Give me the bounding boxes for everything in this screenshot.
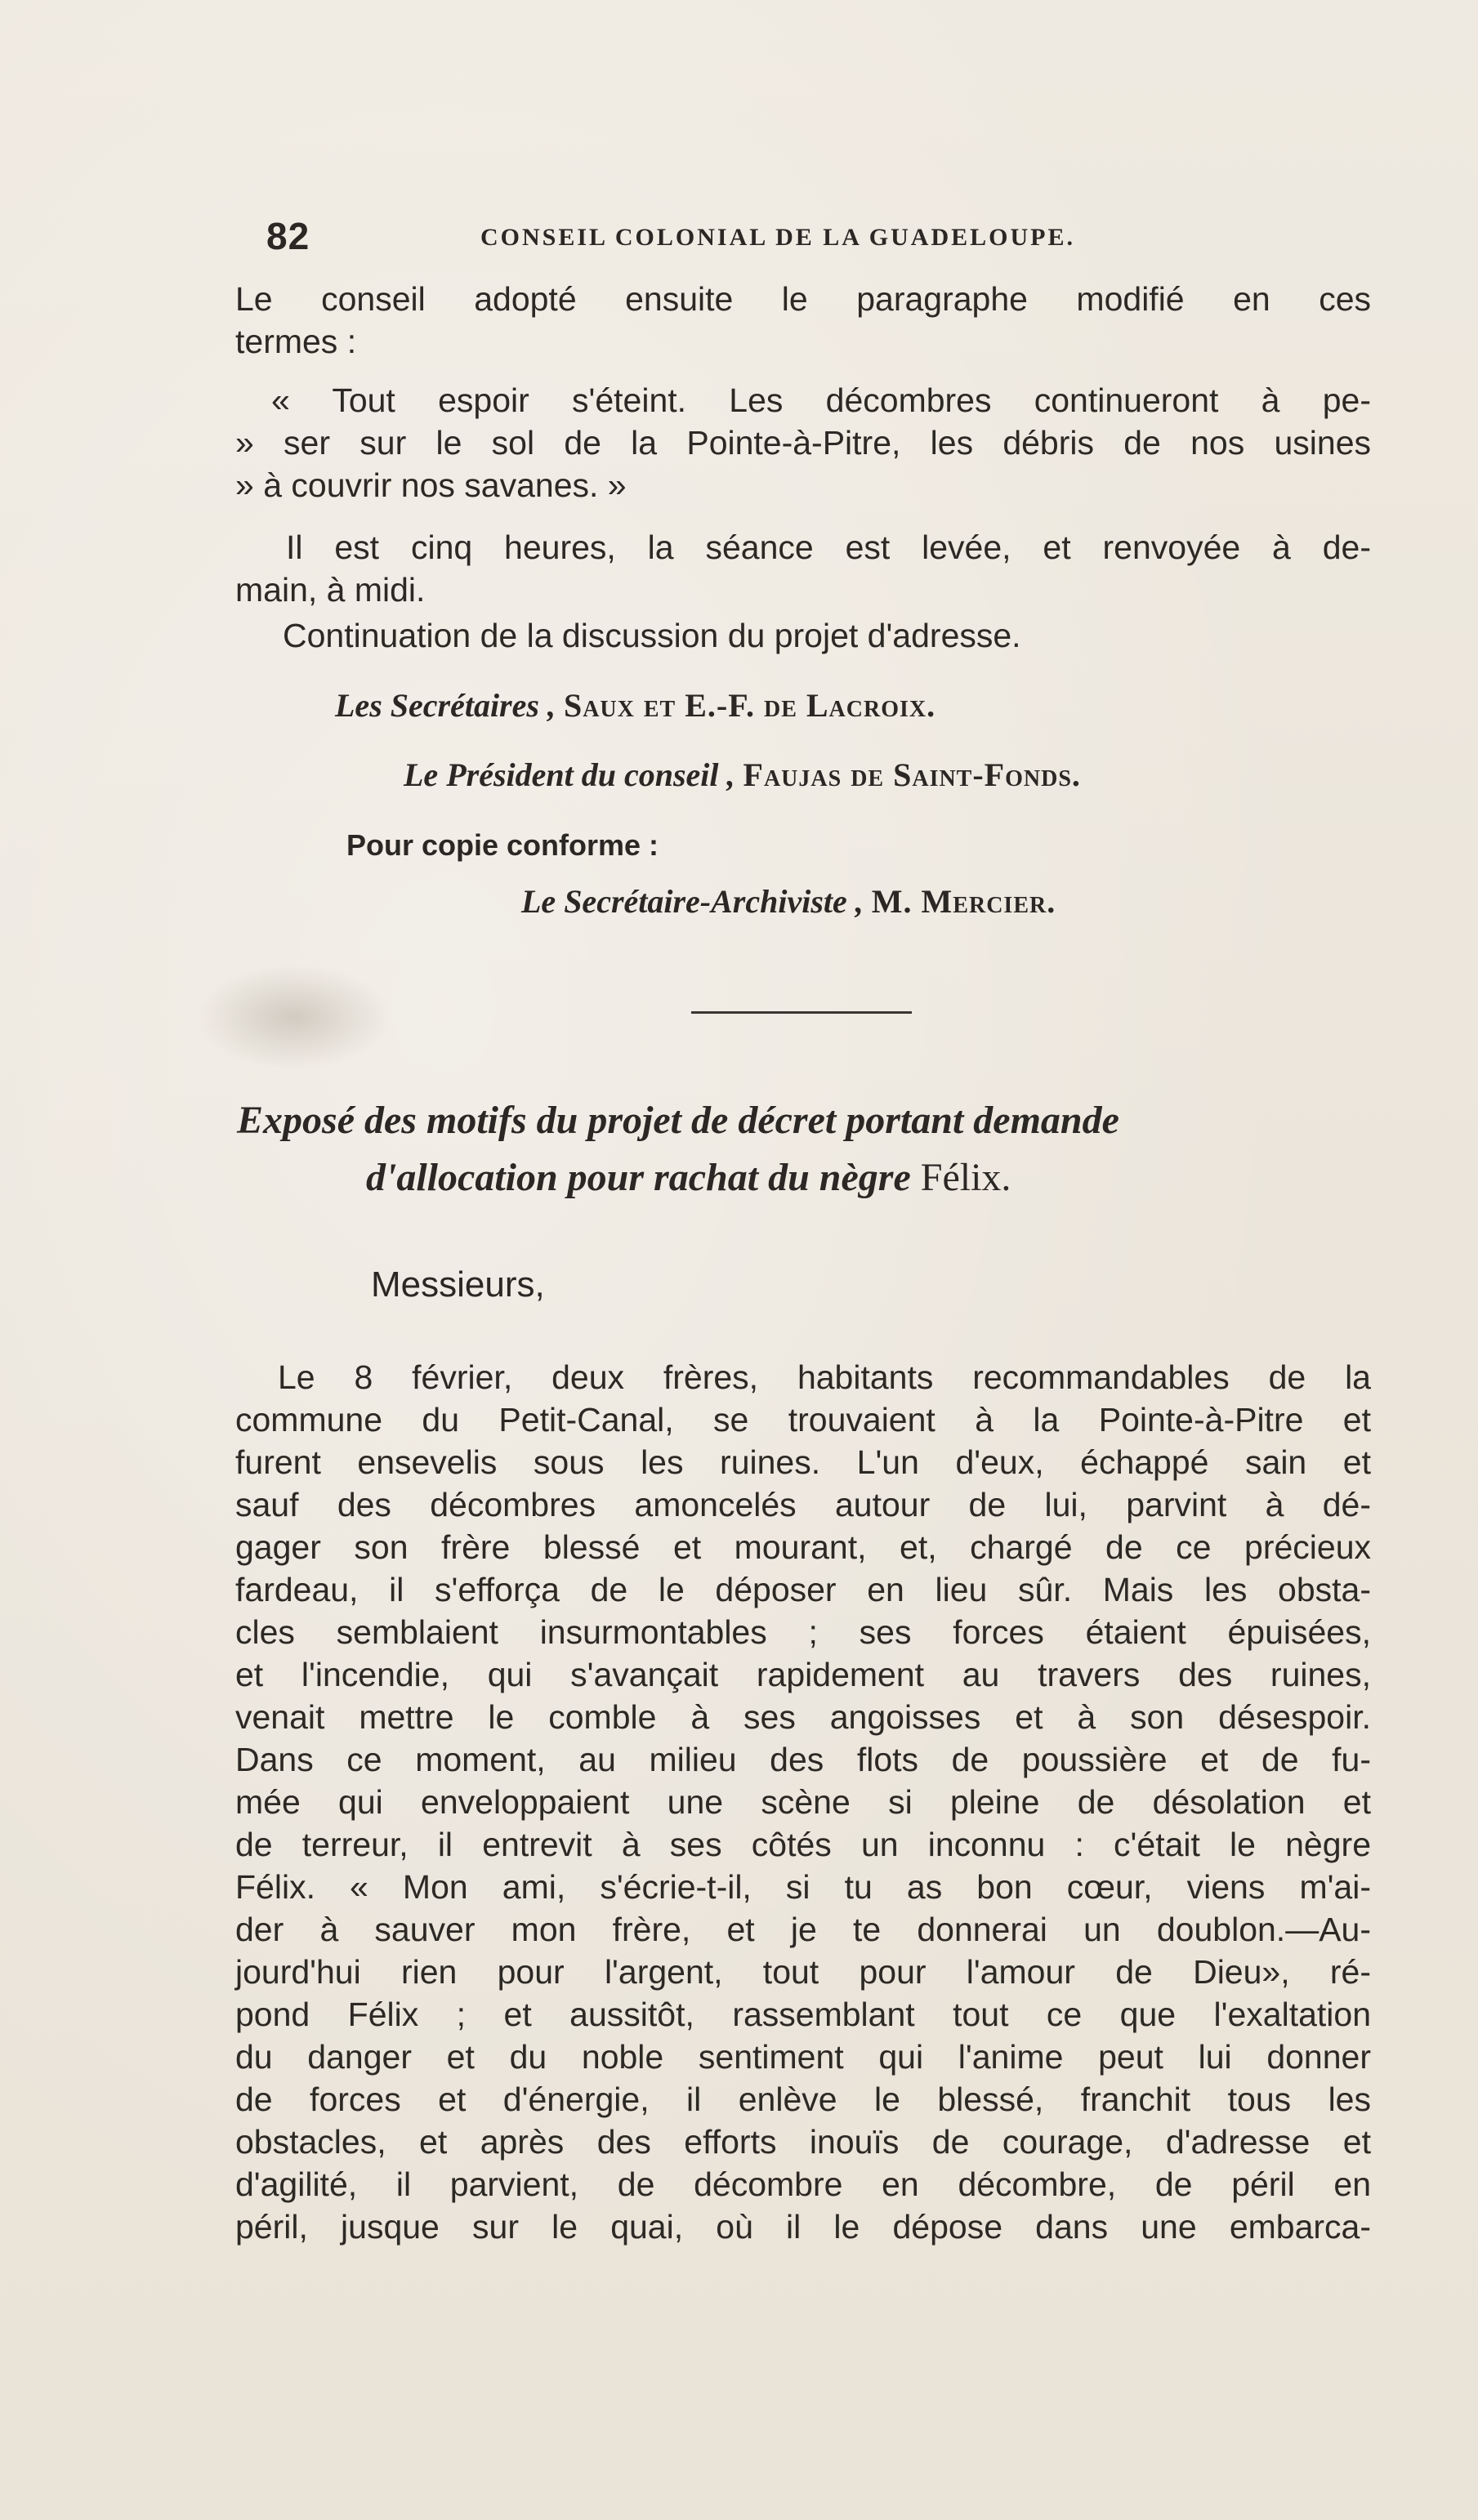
archivist-role: Le Secrétaire-Archiviste , <box>521 883 864 920</box>
body-line: et l'incendie, qui s'avançait rapidement au travers des ruines, <box>235 1656 1371 1693</box>
text-line: termes : <box>235 323 357 360</box>
body-line: du danger et du noble sentiment qui l'anime peut lui donner <box>235 2038 1371 2076</box>
body-line: pond Félix ; et aussitôt, rassemblant tout ce que l'exaltation <box>235 1996 1371 2033</box>
section-title-plain: Félix. <box>920 1156 1011 1199</box>
paper-stain <box>196 964 392 1070</box>
quote-line: » ser sur le sol de la Pointe-à-Pitre, les débris de nos usines <box>235 424 1371 462</box>
body-line: Le 8 février, deux frères, habitants recommandables de la <box>278 1358 1371 1396</box>
body-line: der à sauver mon frère, et je te donnerai un doublon.—Au- <box>235 1911 1371 1948</box>
body-line: mée qui enveloppaient une scène si pleine de désolation et <box>235 1783 1371 1821</box>
body-line: furent ensevelis sous les ruines. L'un d'eux, échappé sain et <box>235 1443 1371 1481</box>
section-title-line-2 <box>366 1155 1011 1200</box>
body-line: obstacles, et après des efforts inouïs de courage, d'adresse et <box>235 2123 1371 2161</box>
body-line: Dans ce moment, au milieu des flots de poussière et de fu- <box>235 1741 1371 1778</box>
section-title-line-1: Exposé des motifs du projet de décret portant demande <box>237 1099 1119 1142</box>
body-line: gager son frère blessé et mourant, et, chargé de ce précieux <box>235 1528 1371 1566</box>
body-line: Félix. « Mon ami, s'écrie-t-il, si tu as bon cœur, viens m'ai- <box>235 1868 1371 1906</box>
running-head <box>266 214 1247 263</box>
body-line: cles semblaient insurmontables ; ses forces étaient épuisées, <box>235 1613 1371 1651</box>
archivist-signature <box>521 882 1056 921</box>
quote-line: » à couvrir nos savanes. » <box>235 466 627 504</box>
body-line: péril, jusque sur le quai, où il le dépose dans une embarca- <box>235 2208 1371 2246</box>
section-title-italic: d'allocation pour rachat du nègre <box>366 1156 911 1199</box>
archivist-name: M. Mercier. <box>871 883 1056 920</box>
secretaries-role: Les Secrétaires , <box>335 687 556 724</box>
text-line: main, à midi. <box>235 571 426 609</box>
president-role: Le Président du conseil , <box>404 756 735 793</box>
body-line: jourd'hui rien pour l'argent, tout pour l'amour de Dieu», ré- <box>235 1953 1371 1991</box>
running-title: CONSEIL COLONIAL DE LA GUADELOUPE. <box>480 224 1075 251</box>
secretaries-signature <box>335 686 935 725</box>
body-line: de forces et d'énergie, il enlève le blessé, franchit tous les <box>235 2081 1371 2118</box>
body-line: de terreur, il entrevit à ses côtés un inconnu : c'était le nègre <box>235 1826 1371 1863</box>
body-line: fardeau, il s'efforça de le déposer en lieu sûr. Mais les obsta- <box>235 1571 1371 1608</box>
president-signature <box>404 756 1081 794</box>
secretaries-names: Saux et E.-F. de Lacroix. <box>563 687 936 724</box>
salutation: Messieurs, <box>371 1264 545 1305</box>
text-line: Continuation de la discussion du projet d'adresse. <box>283 617 1021 654</box>
copy-note: Pour copie conforme : <box>346 828 659 862</box>
text-line: Il est cinq heures, la séance est levée, et renvoyée à de- <box>286 529 1371 566</box>
body-line: sauf des décombres amoncelés autour de lui, parvint à dé- <box>235 1486 1371 1523</box>
body-line: d'agilité, il parvient, de décombre en décombre, de péril en <box>235 2165 1371 2203</box>
text-line: Le conseil adopté ensuite le paragraphe modifié en ces <box>235 280 1371 318</box>
quote-line: « Tout espoir s'éteint. Les décombres continueront à pe- <box>271 381 1371 419</box>
page-number: 82 <box>266 215 310 257</box>
body-line: venait mettre le comble à ses angoisses et à son désespoir. <box>235 1698 1371 1736</box>
body-line: commune du Petit-Canal, se trouvaient à la Pointe-à-Pitre et <box>235 1401 1371 1438</box>
president-name: Faujas de Saint-Fonds. <box>743 756 1081 793</box>
section-divider <box>691 1011 912 1014</box>
